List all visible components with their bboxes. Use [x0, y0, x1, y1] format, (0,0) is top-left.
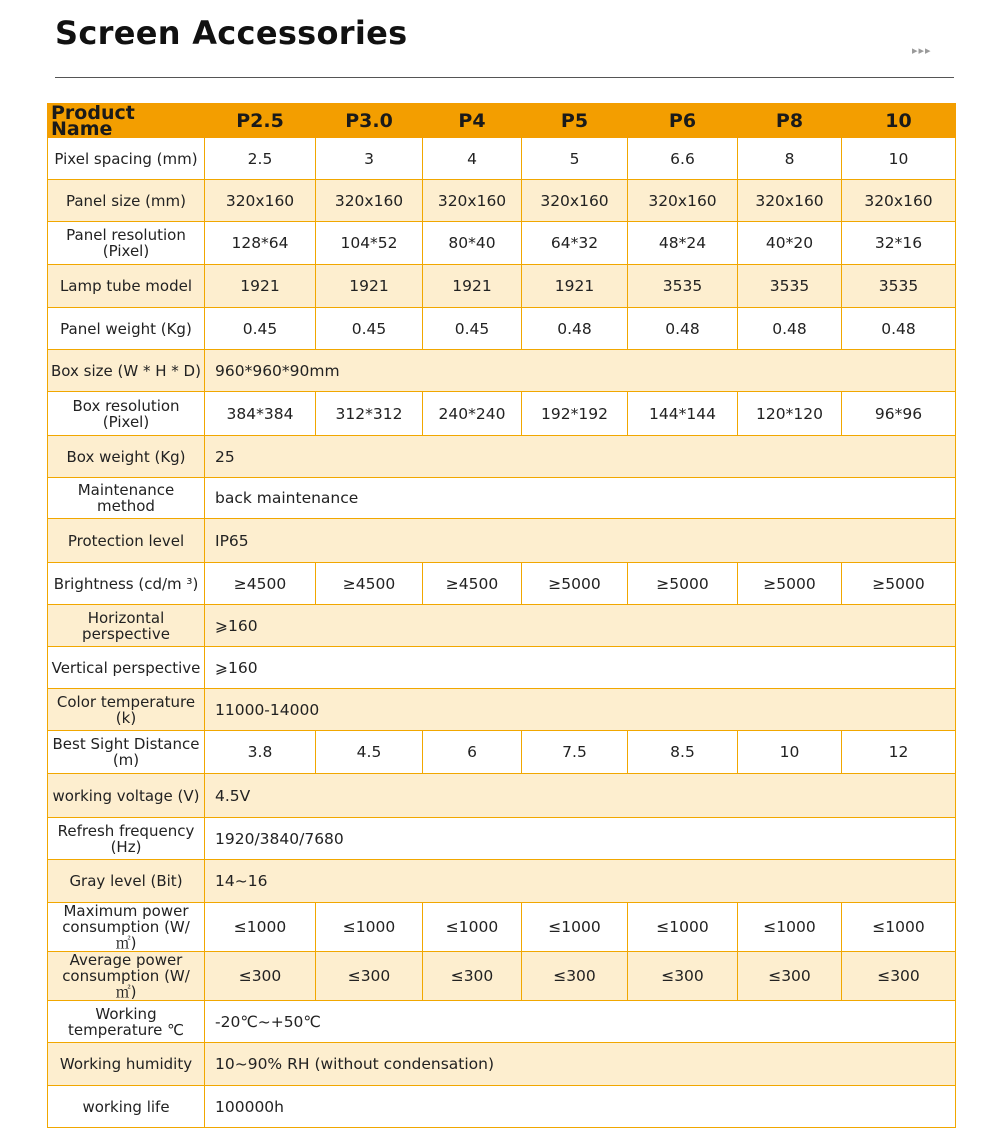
row-label: Panel weight (Kg) [48, 308, 205, 350]
cell-value: ≤300 [842, 952, 956, 1001]
header-model: P8 [738, 104, 842, 138]
table-row [48, 860, 956, 903]
cell-value: 1921 [316, 265, 423, 308]
cell-value: 320x160 [205, 180, 316, 222]
cell-value-merged: 1920/3840/7680 [205, 818, 956, 860]
header-model: 10 [842, 104, 956, 138]
cell-value: 128*64 [205, 222, 316, 265]
header-model: P4 [423, 104, 522, 138]
table-row [48, 308, 956, 350]
cell-value: 1921 [522, 265, 628, 308]
spec-table-body [48, 104, 956, 1128]
cell-value: 10 [842, 138, 956, 180]
cell-value: ≤300 [522, 952, 628, 1001]
cell-value: 320x160 [738, 180, 842, 222]
cell-value-merged: ⩾160 [205, 605, 956, 647]
header-model: P5 [522, 104, 628, 138]
cell-value: 8 [738, 138, 842, 180]
cell-value: 5 [522, 138, 628, 180]
cell-value: ≤1000 [423, 903, 522, 952]
cell-value: 320x160 [522, 180, 628, 222]
cell-value: 96*96 [842, 392, 956, 436]
row-label: Panel resolution (Pixel) [48, 222, 205, 265]
cell-value: 40*20 [738, 222, 842, 265]
cell-value-merged: back maintenance [205, 478, 956, 519]
cell-value: 192*192 [522, 392, 628, 436]
header-product-name: Product Name [48, 104, 205, 138]
cell-value: 64*32 [522, 222, 628, 265]
cell-value: 240*240 [423, 392, 522, 436]
cell-value-merged: 960*960*90mm [205, 350, 956, 392]
row-label: working life [48, 1086, 205, 1128]
title-divider [55, 77, 954, 78]
row-label: Refresh frequency (Hz) [48, 818, 205, 860]
cell-value: 6.6 [628, 138, 738, 180]
table-row [48, 138, 956, 180]
cell-value: 0.48 [842, 308, 956, 350]
table-row [48, 903, 956, 952]
cell-value: 3 [316, 138, 423, 180]
row-label: Working temperature ℃ [48, 1001, 205, 1043]
cell-value: 2.5 [205, 138, 316, 180]
row-label: Working humidity [48, 1043, 205, 1086]
row-label: Lamp tube model [48, 265, 205, 308]
cell-value: ≤1000 [316, 903, 423, 952]
cell-value: 4.5 [316, 731, 423, 774]
table-row [48, 605, 956, 647]
cell-value: 120*120 [738, 392, 842, 436]
row-label: Average power consumption (W/ ㎡) [48, 952, 205, 1001]
table-row [48, 180, 956, 222]
row-label: working voltage (V) [48, 774, 205, 818]
cell-value: 80*40 [423, 222, 522, 265]
cell-value: 384*384 [205, 392, 316, 436]
cell-value: 0.48 [522, 308, 628, 350]
row-label: Protection level [48, 519, 205, 563]
table-row [48, 436, 956, 478]
table-row [48, 1043, 956, 1086]
row-label: Horizontal perspective [48, 605, 205, 647]
row-label: Maximum power consumption (W/ ㎡) [48, 903, 205, 952]
cell-value: 0.45 [316, 308, 423, 350]
table-row [48, 478, 956, 519]
spec-table [47, 103, 956, 1128]
table-row [48, 222, 956, 265]
cell-value: 3535 [738, 265, 842, 308]
row-label: Maintenance method [48, 478, 205, 519]
cell-value-merged: 14~16 [205, 860, 956, 903]
cell-value: 48*24 [628, 222, 738, 265]
cell-value: 3535 [628, 265, 738, 308]
cell-value: ≤300 [738, 952, 842, 1001]
cell-value-merged: IP65 [205, 519, 956, 563]
cell-value: 104*52 [316, 222, 423, 265]
table-row [48, 647, 956, 689]
cell-value: 312*312 [316, 392, 423, 436]
cell-value: 144*144 [628, 392, 738, 436]
cell-value: ≥4500 [205, 563, 316, 605]
cell-value: 8.5 [628, 731, 738, 774]
cell-value: 32*16 [842, 222, 956, 265]
cell-value: ≥5000 [522, 563, 628, 605]
next-arrows-icon[interactable]: ▸▸▸ [912, 44, 932, 57]
header-model: P6 [628, 104, 738, 138]
cell-value: ≤1000 [205, 903, 316, 952]
cell-value: ≤1000 [628, 903, 738, 952]
cell-value: 320x160 [842, 180, 956, 222]
cell-value: 3535 [842, 265, 956, 308]
table-row [48, 731, 956, 774]
table-row [48, 774, 956, 818]
cell-value: ≤300 [205, 952, 316, 1001]
cell-value: 0.45 [423, 308, 522, 350]
table-row [48, 952, 956, 1001]
cell-value: ≤1000 [522, 903, 628, 952]
cell-value: ≥5000 [628, 563, 738, 605]
table-row [48, 563, 956, 605]
cell-value: 3.8 [205, 731, 316, 774]
row-label: Brightness (cd/m ³) [48, 563, 205, 605]
cell-value: ≥5000 [842, 563, 956, 605]
cell-value: 4 [423, 138, 522, 180]
cell-value: 0.48 [738, 308, 842, 350]
row-label: Box resolution (Pixel) [48, 392, 205, 436]
cell-value: ≤300 [628, 952, 738, 1001]
row-label: Vertical perspective [48, 647, 205, 689]
table-row [48, 350, 956, 392]
row-label: Color temperature (k) [48, 689, 205, 731]
cell-value: 1921 [205, 265, 316, 308]
cell-value: ≥4500 [316, 563, 423, 605]
row-label: Best Sight Distance (m) [48, 731, 205, 774]
cell-value-merged: 25 [205, 436, 956, 478]
row-label: Panel size (mm) [48, 180, 205, 222]
table-row [48, 519, 956, 563]
cell-value: ≤300 [423, 952, 522, 1001]
cell-value-merged: 10~90% RH (without condensation) [205, 1043, 956, 1086]
cell-value: 6 [423, 731, 522, 774]
cell-value-merged: 11000-14000 [205, 689, 956, 731]
cell-value-merged: 100000h [205, 1086, 956, 1128]
table-row [48, 1001, 956, 1043]
cell-value: ≥4500 [423, 563, 522, 605]
table-row [48, 1086, 956, 1128]
cell-value: 12 [842, 731, 956, 774]
cell-value: 1921 [423, 265, 522, 308]
cell-value: 320x160 [628, 180, 738, 222]
cell-value: 320x160 [316, 180, 423, 222]
table-header-row [48, 104, 956, 138]
table-row [48, 392, 956, 436]
row-label: Pixel spacing (mm) [48, 138, 205, 180]
row-label: Gray level (Bit) [48, 860, 205, 903]
cell-value: ≤300 [316, 952, 423, 1001]
table-row [48, 689, 956, 731]
page-title: Screen Accessories [55, 14, 408, 52]
cell-value: ≤1000 [738, 903, 842, 952]
cell-value: 320x160 [423, 180, 522, 222]
cell-value-merged: 4.5V [205, 774, 956, 818]
cell-value-merged: ⩾160 [205, 647, 956, 689]
header-model: P3.0 [316, 104, 423, 138]
cell-value: 10 [738, 731, 842, 774]
cell-value: 0.48 [628, 308, 738, 350]
row-label: Box size (W * H * D) [48, 350, 205, 392]
cell-value: ≥5000 [738, 563, 842, 605]
cell-value: 7.5 [522, 731, 628, 774]
table-row [48, 818, 956, 860]
table-row [48, 265, 956, 308]
header-model: P2.5 [205, 104, 316, 138]
cell-value: ≤1000 [842, 903, 956, 952]
cell-value-merged: -20℃~+50℃ [205, 1001, 956, 1043]
cell-value: 0.45 [205, 308, 316, 350]
row-label: Box weight (Kg) [48, 436, 205, 478]
